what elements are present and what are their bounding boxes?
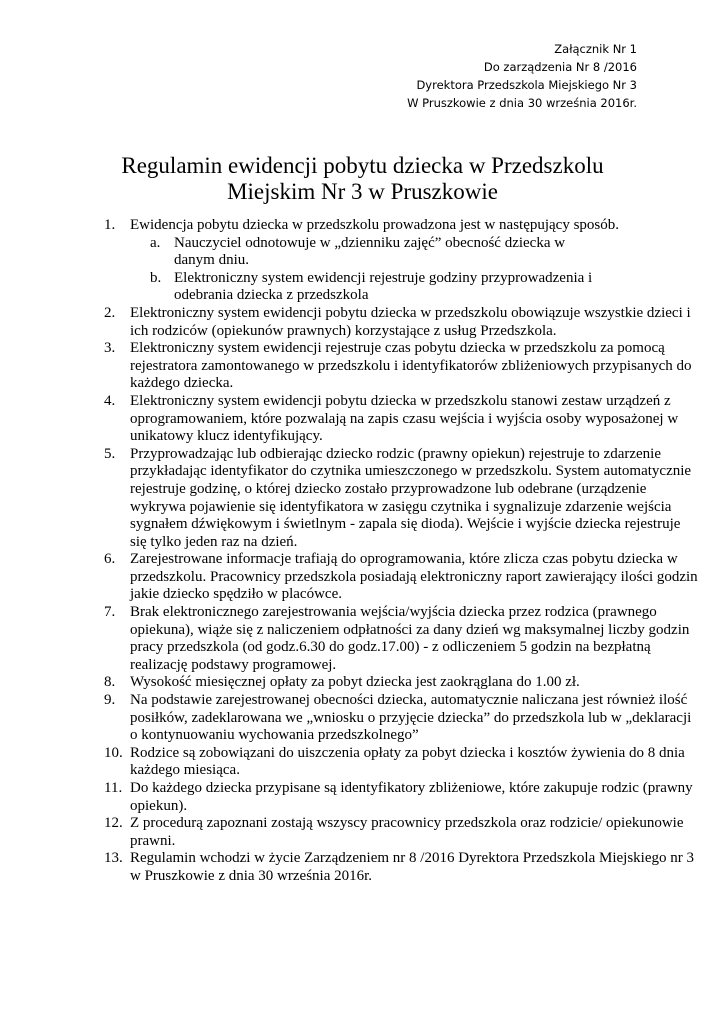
item-number: 4. (104, 392, 116, 409)
title-line-1: Regulamin ewidencji pobytu dziecka w Przedszkolu (121, 153, 604, 178)
list-item (0, 393, 698, 446)
item-number: 3. (104, 340, 116, 357)
item-number: 6. (104, 551, 116, 568)
list-item (0, 217, 698, 235)
item-text: Wysokość miesięcznej opłaty za pobyt dziecka jest zaokrąglana do 1.00 zł. (130, 674, 580, 691)
sub-item-letter: b. (150, 269, 162, 286)
item-text: Brak elektronicznego zarejestrowania wejścia/wyjścia dziecka przez rodzica (prawnego opiekuna), wiąże się z naliczeniem odpłatności za dany dzień wg maksymalnej liczby godzin pracy przedszkola (od godz.6.30 do godz.17.00) - z odliczeniem 5 godzin na bezpłatną realizację podstawy programowej. (130, 604, 690, 673)
title-line-2: Miejskim Nr 3 w Pruszkowie (227, 179, 498, 204)
list-item (0, 446, 698, 552)
list-item (0, 551, 698, 604)
item-text: Ewidencja pobytu dziecka w przedszkolu prowadzona jest w następujący sposób. (130, 217, 620, 233)
item-number: 13. (104, 850, 123, 867)
regulation-list (0, 217, 725, 886)
item-text: Elektroniczny system ewidencji pobytu dziecka w przedszkolu stanowi zestaw urządzeń z oprogramowaniem, które pozwalają na zapis czasu wejścia i wyjścia osoby wyposażonej w unikatowy klucz identyfikujący. (130, 392, 679, 445)
header-line: W Pruszkowie z dnia 30 września 2016r. (407, 96, 637, 110)
item-text: Przyprowadzając lub odbierając dziecko rodzic (prawny opiekun) rejestruje to zdarzenie przykładając identyfikator do czytnika umieszczonego w przedszkolu. System automatycznie rejestruje godzinę, o której dziecko zostało przyprowadzone lub odebrane (urządzenie wykrywa pojawienie się identyfikatora w zasięgu czytnika i sygnalizuje zdarzenie wejścia sygnałem dźwiękowym i świetlnym - zapala się dioda). Wejście i wyjście dziecka rejestruje się tylko jeden raz na dzień. (130, 445, 692, 550)
list-item (0, 340, 698, 393)
item-text: Z procedurą zapoznani zostają wszyscy pracownicy przedszkola oraz rodzicie/ opiekunowie prawni. (130, 815, 684, 849)
list-item (0, 745, 698, 780)
header-line: Załącznik Nr 1 (554, 42, 637, 56)
item-number: 12. (104, 815, 123, 832)
sub-item (0, 235, 594, 270)
item-text: Rodzice są zobowiązani do uiszczenia opłaty za pobyt dziecka i kosztów żywienia do 8 dnia każdego miesiąca. (130, 744, 685, 779)
sub-item-letter: a. (150, 234, 161, 251)
document-title (40, 153, 685, 205)
list-item (0, 305, 698, 340)
item-number: 11. (104, 780, 123, 796)
item-number: 5. (104, 445, 116, 462)
item-number: 10. (104, 744, 123, 761)
item-number: 2. (104, 304, 116, 321)
item-number: 1. (104, 217, 116, 233)
list-item (0, 780, 698, 815)
item-number: 8. (104, 674, 116, 691)
item-number: 7. (104, 604, 116, 621)
sub-item-text: Nauczyciel odnotowuje w „dzienniku zajęć” obecność dziecka w danym dniu. (174, 234, 566, 269)
item-text: Do każdego dziecka przypisane są identyfikatory zbliżeniowe, które zakupuje rodzic (prawny opiekun). (130, 780, 693, 814)
attachment-header (407, 40, 637, 112)
header-line: Do zarządzenia Nr 8 /2016 (483, 60, 637, 74)
list-item (0, 692, 698, 745)
list-item (0, 815, 698, 850)
list-item (0, 850, 698, 885)
sub-item (0, 270, 594, 305)
item-number: 9. (104, 692, 116, 709)
item-text: Regulamin wchodzi w życie Zarządzeniem nr 8 /2016 Dyrektora Przedszkola Miejskiego nr 3 w Pruszkowie z dnia 30 września 2016r. (130, 850, 694, 884)
sub-item-text: Elektroniczny system ewidencji rejestruje godziny przyprowadzenia i odebrania dziecka z przedszkola (174, 269, 593, 304)
header-line: Dyrektora Przedszkola Miejskiego Nr 3 (416, 78, 637, 92)
list-item (0, 604, 698, 674)
item-text: Elektroniczny system ewidencji rejestruje czas pobytu dziecka w przedszkolu za pomocą rejestratora zamontowanego w przedszkolu i identyfikatorów zbliżeniowych przypisanych do każdego dziecka. (130, 340, 692, 392)
item-text: Elektroniczny system ewidencji pobytu dziecka w przedszkolu obowiązuje wszystkie dzieci i ich rodziców (opiekunów prawnych) korzystające z usług Przedszkola. (130, 304, 691, 339)
list-item (0, 674, 698, 692)
item-text: Na podstawie zarejestrowanej obecności dziecka, automatycznie naliczana jest również ilość posiłków, zadeklarowana we „wniosku o przyjęcie dziecka” do przedszkola lub w „deklaracji o kontynuowaniu wychowania przedszkolnego” (130, 692, 692, 744)
item-text: Zarejestrowane informacje trafiają do oprogramowania, które zlicza czas pobytu dziecka w przedszkolu. Pracownicy przedszkola posiadają elektroniczny raport zawierający ilości godzin jakie dziecko spędziło w placówce. (130, 551, 698, 603)
